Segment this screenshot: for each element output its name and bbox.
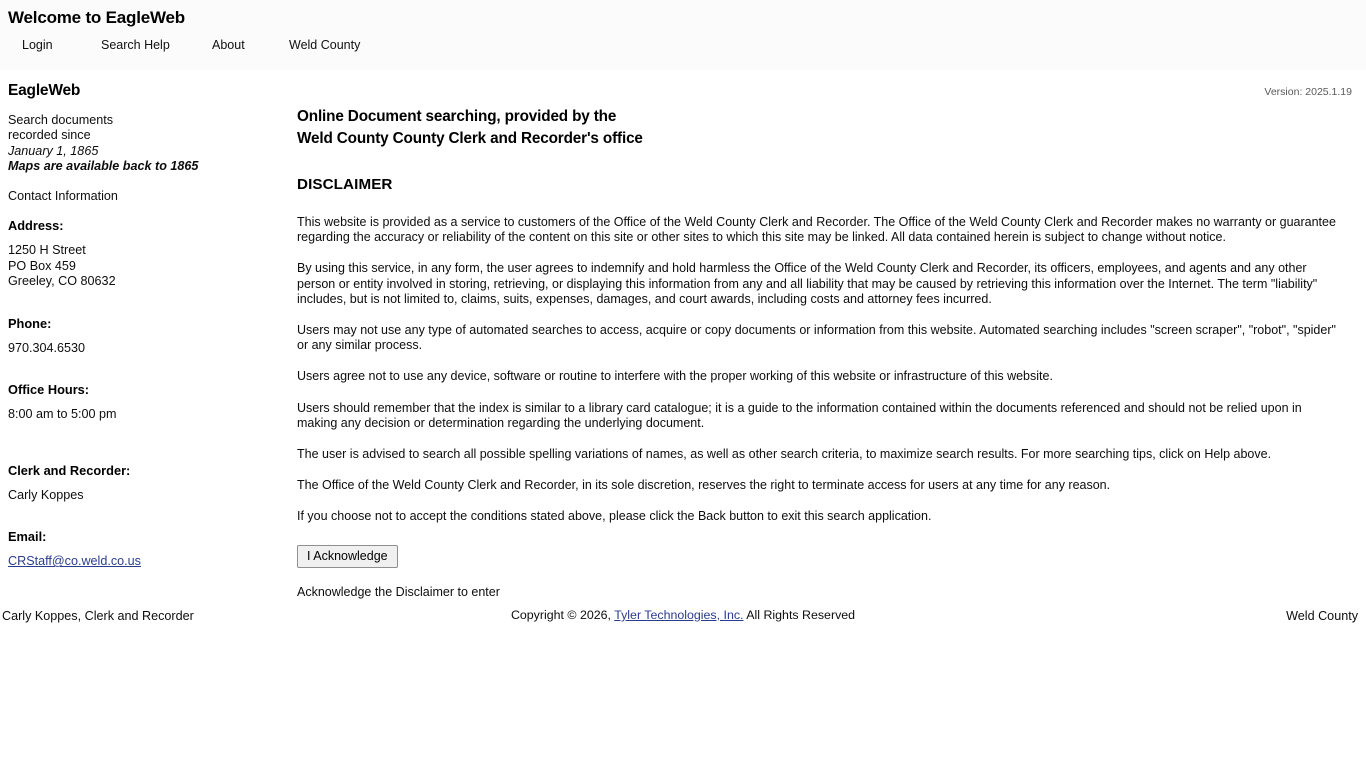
copyright-prefix: Copyright © 2026, bbox=[510, 608, 615, 622]
copyright-suffix: All Rights Reserved bbox=[743, 608, 856, 622]
page-header bbox=[0, 0, 1366, 70]
nav-item-about[interactable]: About bbox=[212, 38, 245, 52]
search-info-date: January 1, 1865 bbox=[8, 143, 99, 158]
acknowledge-button[interactable]: I Acknowledge bbox=[297, 545, 398, 568]
disclaimer-paragraph-1: This website is provided as a service to customers of the Office of the Weld County Clerk and Recorder. The Office of the Weld County Clerk and Recorder makes no warranty or guarantee regarding the accuracy or reliability of the content on this site or other sites to which this site may be linked. All data contained herein is subject to change without notice. bbox=[297, 215, 1336, 245]
office-hours-value: 8:00 am to 5:00 pm bbox=[8, 407, 117, 422]
sidebar bbox=[0, 74, 288, 570]
maps-availability-note: Maps are available back to 1865 bbox=[8, 158, 199, 173]
clerk-and-recorder-value: Carly Koppes bbox=[8, 487, 84, 502]
address-label: Address: bbox=[8, 218, 64, 234]
disclaimer-paragraph-8: If you choose not to accept the conditions stated above, please click the Back button to exit this search application. bbox=[297, 509, 932, 524]
disclaimer-paragraph-5: Users should remember that the index is similar to a library card catalogue; it is a guide to the information contained within the documents referenced and should not be relied upon in making any decision or determination regarding the underlying document. bbox=[297, 400, 1302, 430]
footer-clerk-name: Carly Koppes, Clerk and Recorder bbox=[2, 609, 194, 623]
disclaimer-paragraph-3: Users may not use any type of automated searches to access, acquire or copy documents or information from this website. Automated searching includes "screen scraper", "robot", "spider" or any similar process. bbox=[297, 323, 1336, 353]
phone-label: Phone: bbox=[8, 315, 52, 331]
phone-value: 970.304.6530 bbox=[8, 340, 86, 355]
tyler-technologies-link[interactable]: Tyler Technologies, Inc. bbox=[614, 608, 744, 622]
nav-item-login[interactable]: Login bbox=[22, 38, 53, 52]
main-heading-line-2: Weld County County Clerk and Recorder's office bbox=[297, 130, 643, 147]
version-label: Version: 2025.1.19 bbox=[1264, 86, 1352, 98]
disclaimer-paragraph-4: Users agree not to use any device, software or routine to interfere with the proper working of this website or infrastructure of this website. bbox=[297, 369, 1053, 384]
page-title: Welcome to EagleWeb bbox=[8, 8, 185, 27]
email-link[interactable]: CRStaff@co.weld.co.us bbox=[8, 554, 141, 569]
main-heading-line-1: Online Document searching, provided by the bbox=[297, 108, 617, 125]
nav-item-search-help[interactable]: Search Help bbox=[101, 38, 170, 52]
address-line-2: PO Box 459 bbox=[8, 258, 76, 273]
disclaimer-paragraph-7: The Office of the Weld County Clerk and Recorder, in its sole discretion, reserves the right to terminate access for users at any time for any reason. bbox=[297, 478, 1111, 493]
page-footer bbox=[0, 600, 1366, 640]
sidebar-search-info bbox=[8, 113, 280, 174]
footer-copyright bbox=[0, 608, 1366, 622]
main-heading bbox=[297, 106, 1337, 150]
disclaimer-paragraph-6: The user is advised to search all possible spelling variations of names, as well as other search criteria, to maximize search results. For more searching tips, click on Help above. bbox=[297, 447, 1272, 462]
address-value bbox=[8, 243, 280, 290]
email-label: Email: bbox=[8, 529, 47, 545]
search-info-line-1: Search documents bbox=[8, 113, 114, 127]
clerk-and-recorder-label: Clerk and Recorder: bbox=[8, 462, 131, 478]
disclaimer-title: DISCLAIMER bbox=[297, 176, 393, 193]
footer-county-name: Weld County bbox=[1286, 609, 1358, 623]
office-hours-label: Office Hours: bbox=[8, 382, 90, 398]
address-line-1: 1250 H Street bbox=[8, 243, 86, 258]
nav-item-weld-county[interactable]: Weld County bbox=[289, 38, 361, 52]
search-info-line-2: recorded since bbox=[8, 128, 91, 143]
main-navigation bbox=[0, 38, 1366, 66]
contact-information-link[interactable]: Contact Information bbox=[8, 189, 118, 204]
disclaimer-paragraph-2: By using this service, in any form, the user agrees to indemnify and hold harmless the Office of the Weld County Clerk and Recorder, its officers, employees, and agents and any other person or entity involved in storing, retrieving, or displaying this information from any and all liability that may be caused by retrieving this information over the Internet. The term "liability" includes, but is not limited to, claims, suits, expenses, damages, and court awards, including costs and attorney fees incurred. bbox=[297, 261, 1318, 306]
main-content bbox=[297, 106, 1337, 599]
sidebar-title: EagleWeb bbox=[8, 82, 81, 99]
address-line-3: Greeley, CO 80632 bbox=[8, 274, 116, 289]
acknowledge-note: Acknowledge the Disclaimer to enter bbox=[297, 584, 500, 599]
